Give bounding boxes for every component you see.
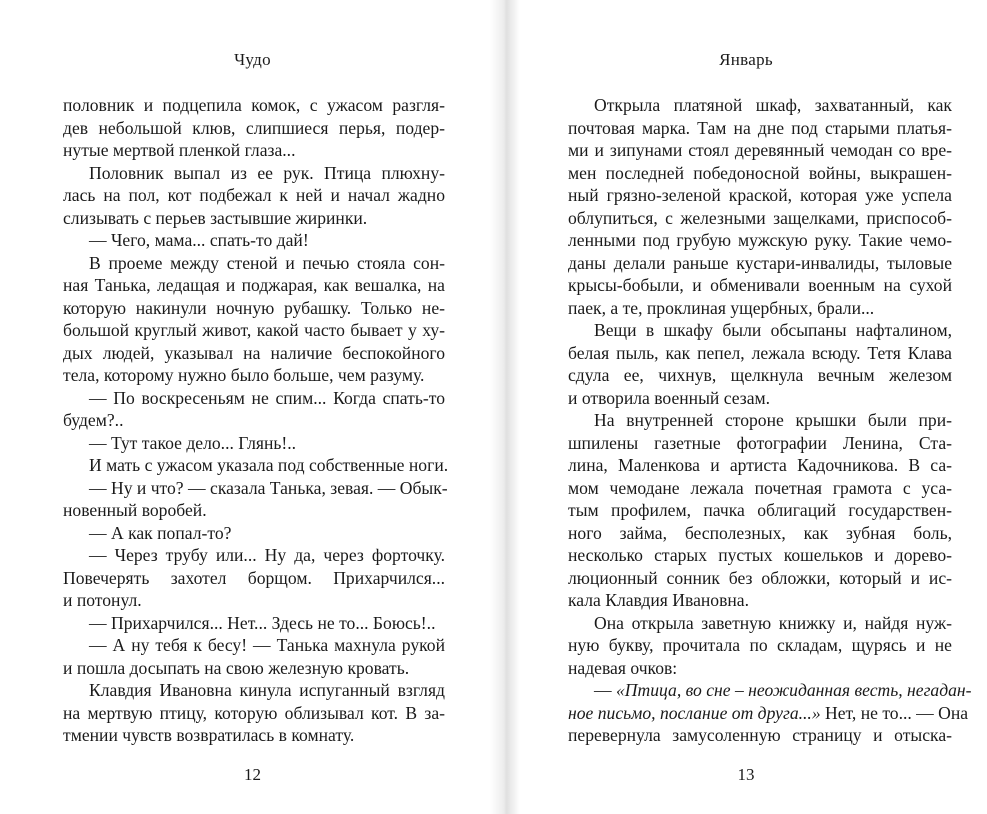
text-line: На внутренней стороне крышки были при- [594,410,952,430]
text-line: ная Танька, ледащая и поджарая, как вешалка, на [63,275,445,295]
text-line: — Ну и что? — сказала Танька, зевая. — Обык- [89,477,448,498]
left-page-number: 12 [244,765,261,784]
text-line: слизывать с перьев застывшие жиринки. [63,207,368,228]
text-line: лась на пол, кот подбежал к ней и начал жадно [63,185,445,205]
text-line: Она открыла заветную книжку и, найдя нуж- [594,612,952,633]
text-line: тым профилем, пачка облигаций государствен- [568,500,952,520]
text-line: тмении чувств возвратилась в комнату. [63,725,355,745]
text-line: тела, которому нужно было больше, чем разуму. [63,365,425,385]
text-line: несколько старых пустых кошельков и дорево- [568,545,952,565]
text-line: на мертвую птицу, которую облизывал кот. В за- [63,702,445,723]
text-line: люционный сонник без обложки, который и ис- [568,567,952,588]
italic-quote: ное письмо, послание от друга...» [568,702,821,723]
text-line: которую накинули ночную рубашку. Только не- [63,297,445,318]
text-line: сдула ее, чихнув, щелкнула вечным железом [568,365,952,385]
text-line: и потонул. [63,590,142,610]
text-line: ми и зипунами стоял деревянный чемодан со вре- [568,140,952,160]
text-line: дых людей, указывал на наличие беспокойного [63,342,445,363]
text-line: крысы-бобыли, и обменивали военным на сухой [568,275,952,295]
italic-quote: «Птица, во сне – неожиданная весть, негадан- [616,680,972,700]
text-line: новенный воробей. [63,500,207,520]
text-line: ную букву, прочитала по складам, щурясь и не [568,635,952,655]
text-line: перевернула замусоленную страницу и отыска- [568,725,952,745]
text-line: облупиться, с железными защелками, приспособ- [568,207,952,228]
text-line: будем?.. [63,410,124,430]
text-line: — Прихарчился... Нет... Здесь не то... Боюсь!.. [89,612,436,633]
text-line: ный грязно-зеленой краской, которая уже успела [568,185,952,205]
text-line: И мать с ужасом указала под собственные ноги. [89,455,449,475]
text-line: и отворила военный сезам. [568,387,771,408]
text-line: ленными под грубую мужскую руку. Такие чемо- [568,230,952,250]
text-line: кала Клавдия Ивановна. [568,590,750,610]
text-line: нутые мертвой пленкой глаза... [63,140,296,160]
text-line: дев небольшой клюв, слипшиеся перья, подер- [63,117,445,138]
text-line: половник и подцепила комок, с ужасом разгля- [63,95,445,115]
text-line: большой круглый живот, какой часто бывает у ху- [63,320,445,340]
text-line: В проеме между стеной и печью стояла сон- [89,252,445,273]
text-line: Повечерять захотел борщом. Прихарчился... [63,567,445,588]
text-line: ного займа, бесполезных, как зубная боль, [568,522,952,543]
left-running-head: Чудо [234,50,271,69]
text-line: — А ну тебя к бесу! — Танька махнула рукой [89,635,445,655]
text-line: — Тут такое дело... Глянь!.. [89,432,297,453]
text-line [568,702,969,725]
text-line: и пошла досыпать на свою железную кровать. [63,657,410,678]
text-line: мом чемодане лежала почетная грамота с уса- [568,477,952,498]
text-line: Открыла платяной шкаф, захватанный, как [594,95,952,115]
text-line: — А как попал-то? [89,522,232,543]
text-line: Половник выпал из ее рук. Птица плюхну- [89,162,445,183]
right-running-head: Январь [719,50,773,69]
text-line: белая пыль, как пепел, лежала всюду. Тетя Клава [568,342,952,363]
text-line: — Через трубу или... Ну да, через форточку. [89,545,445,565]
right-page [505,0,987,814]
right-page-number: 13 [737,765,755,784]
text-line: паек, а те, проклиная ущербных, брали... [568,297,875,318]
left-body-text [63,94,449,747]
text-line: шпилены газетные фотографии Ленина, Ста- [568,432,952,453]
text-line: — По воскресеньям не спим... Когда спать-то [89,387,445,408]
text-fragment: Нет, не то... — Она [820,702,969,723]
text-line: мен последней победоносной войны, выкрашен- [568,162,952,183]
text-line: лина, Маленкова и артиста Кадочникова. В са- [568,455,952,475]
text-line: даны делали раньше кустари-инвалиды, тыловые [568,252,952,273]
text-fragment: — [594,680,616,700]
text-line [568,679,972,702]
text-line: Клавдия Ивановна кинула испуганный взгляд [89,680,445,700]
text-line: Вещи в шкафу были обсыпаны нафталином, [594,320,952,340]
text-line: — Чего, мама... спать-то дай! [89,230,309,250]
text-line: надевая очков: [568,657,678,678]
right-body-text [568,94,972,747]
text-line: почтовая марка. Там на дне под старыми платья- [568,117,952,138]
